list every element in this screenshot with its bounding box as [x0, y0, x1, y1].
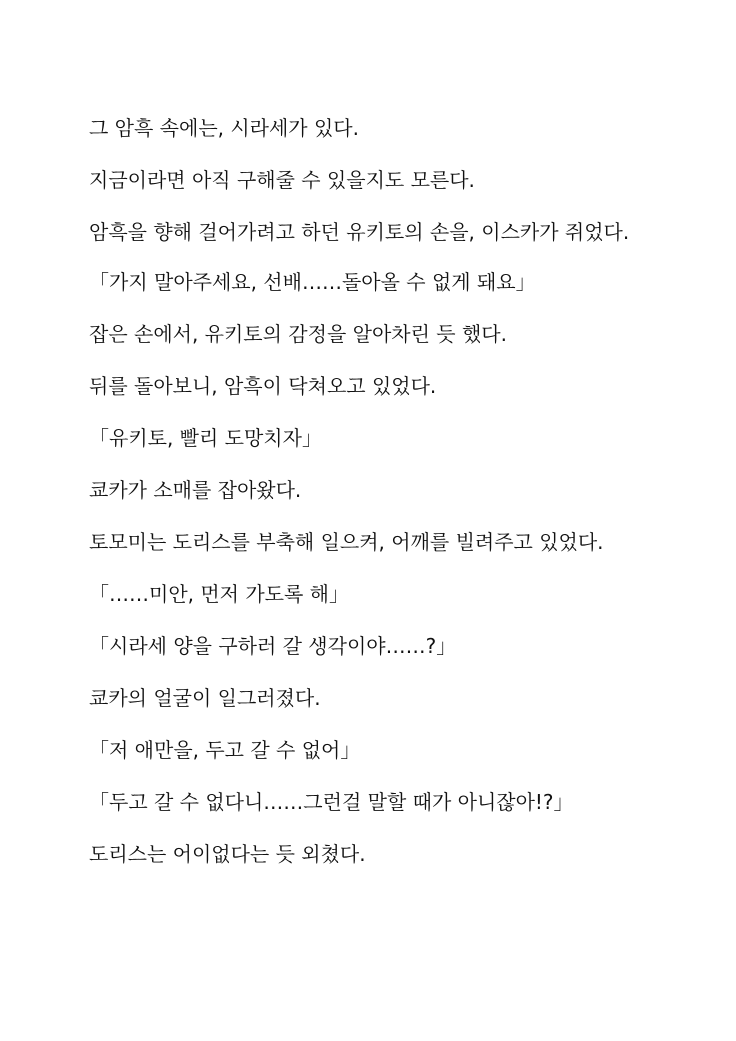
dialogue-line: 「시라세 양을 구하러 갈 생각이야……?」: [89, 634, 457, 658]
paragraph: 그 암흑 속에는, 시라세가 있다.: [89, 116, 359, 140]
paragraph: 잡은 손에서, 유키토의 감정을 알아차린 듯 했다.: [89, 322, 507, 346]
dialogue-line: 「두고 갈 수 없다니……그런걸 말할 때가 아니잖아!?」: [89, 790, 574, 814]
paragraph: 암흑을 향해 걸어가려고 하던 유키토의 손을, 이스카가 쥐었다.: [89, 220, 630, 244]
paragraph: 쿄카가 소매를 잡아왔다.: [89, 478, 302, 502]
dialogue-line: 「저 애만을, 두고 갈 수 없어」: [89, 738, 361, 762]
document-body: [89, 108, 659, 886]
paragraph: 토모미는 도리스를 부축해 일으켜, 어깨를 빌려주고 있었다.: [89, 530, 604, 554]
paragraph: 뒤를 돌아보니, 암흑이 닥쳐오고 있었다.: [89, 374, 437, 398]
dialogue-line: 「가지 말아주세요, 선배……돌아올 수 없게 돼요」: [89, 270, 536, 294]
dialogue-line: 「유키토, 빨리 도망치자」: [89, 426, 322, 450]
paragraph: 지금이라면 아직 구해줄 수 있을지도 모른다.: [89, 168, 475, 192]
paragraph: 쿄카의 얼굴이 일그러졌다.: [89, 686, 321, 710]
dialogue-line: 「……미안, 먼저 가도록 해」: [89, 582, 349, 606]
paragraph: 도리스는 어이없다는 듯 외쳤다.: [89, 842, 366, 866]
